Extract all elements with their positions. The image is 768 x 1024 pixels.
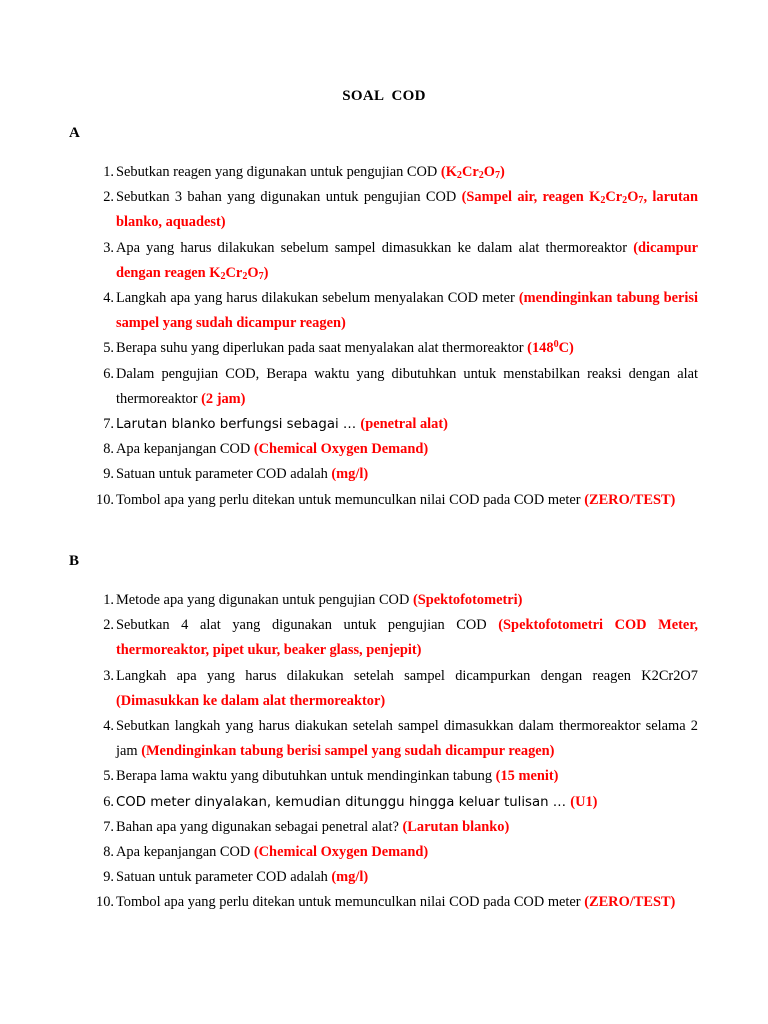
answer-text: (Spektofotometri): [412, 592, 523, 608]
question-item: [88, 764, 698, 789]
answer-text: $(148^0C)$: [527, 339, 574, 357]
question-text: Sebutkan 4 alat yang digunakan untuk pengujian COD: [116, 617, 499, 634]
question-number: 8.: [103, 441, 114, 458]
answer-text: (dicampur dengan reagen $K_2Cr_2O_7$): [116, 239, 698, 282]
answer-text: (U1): [570, 793, 598, 810]
question-item: [88, 160, 698, 185]
question-number: 6.: [103, 365, 114, 382]
question-number: 9.: [103, 869, 114, 886]
question-text: Berapa lama waktu yang dibutuhkan untuk mendinginkan tabung: [116, 768, 496, 785]
question-number: 9.: [103, 466, 114, 483]
question-number: 6.: [103, 793, 114, 810]
question-number: 7.: [103, 416, 114, 433]
question-number: 10.: [96, 894, 114, 911]
question-text: Larutan blanko berfungsi sebagai …: [116, 417, 361, 433]
question-item: [88, 714, 698, 764]
question-text: Langkah apa yang harus dilakukan setelah sampel dicampurkan dengan reagen K2Cr2O7: [116, 667, 698, 684]
answer-text: (15 menit): [495, 768, 559, 785]
question-item: [88, 815, 698, 840]
section-b-heading: B: [69, 553, 80, 569]
answer-text: (mg/l): [331, 869, 369, 886]
answer-text: (Chemical Oxygen Demand): [253, 844, 429, 861]
question-item: [88, 236, 698, 286]
question-number: 1.: [103, 164, 114, 180]
answer-text: (Mendinginkan tabung berisi sampel yang sudah dicampur reagen): [141, 743, 555, 760]
question-item: [88, 588, 698, 613]
question-text: Bahan apa yang digunakan sebagai penetral alat?: [116, 818, 403, 835]
answer-text: (Dimasukkan ke dalam alat thermoreaktor): [116, 692, 386, 709]
question-text: Apa kepanjangan COD: [116, 844, 254, 861]
answer-text: (mg/l): [331, 466, 369, 483]
answer-text: (mendinginkan tabung berisi sampel yang sudah dicampur reagen): [116, 290, 698, 332]
question-number: 3.: [103, 239, 114, 256]
question-text: Sebutkan langkah yang harus diakukan setelah sampel dimasukkan dalam thermoreaktor selama 2 jam: [116, 718, 698, 760]
question-item: [88, 336, 698, 361]
question-item: [88, 488, 698, 513]
question-item: [88, 790, 698, 815]
question-text: Langkah apa yang harus dilakukan sebelum menyalakan COD meter: [116, 290, 519, 307]
answer-text: (Chemical Oxygen Demand): [253, 441, 429, 458]
question-item: [88, 185, 698, 235]
question-number: 2.: [103, 189, 114, 206]
question-text: Tombol apa yang perlu ditekan untuk memunculkan nilai COD pada COD meter: [116, 491, 585, 508]
answer-text: (Larutan blanko): [402, 818, 510, 835]
question-item: [88, 613, 698, 663]
question-text: Apa yang harus dilakukan sebelum sampel dimasukkan ke dalam alat thermoreaktor: [116, 239, 634, 256]
question-text: Sebutkan 3 bahan yang digunakan untuk pengujian COD: [116, 189, 462, 206]
question-item: [88, 412, 698, 437]
section-a-heading: A: [69, 125, 80, 141]
answer-text: (penetral alat): [360, 416, 448, 433]
answer-text: (ZERO/TEST): [584, 491, 676, 508]
question-item: [88, 664, 698, 714]
question-item: [88, 865, 698, 890]
question-number: 4.: [103, 290, 114, 307]
question-number: 7.: [103, 818, 114, 835]
question-item: [88, 462, 698, 487]
question-text: Sebutkan reagen yang digunakan untuk pengujian COD: [116, 164, 441, 180]
question-number: 5.: [103, 768, 114, 785]
question-text: Metode apa yang digunakan untuk pengujian COD: [116, 592, 413, 608]
question-text: Satuan untuk parameter COD adalah: [116, 466, 332, 483]
answer-text: (Sampel air, reagen $K_2Cr_2O_7$, larutan blanko, aquadest): [116, 189, 698, 231]
answer-text: (Spektofotometri COD Meter, thermoreaktor, pipet ukur, beaker glass, penjepit): [116, 617, 698, 659]
question-number: 10.: [96, 491, 114, 508]
question-number: 4.: [103, 718, 114, 735]
question-number: 5.: [103, 340, 114, 357]
question-text: Dalam pengujian COD, Berapa waktu yang dibutuhkan untuk menstabilkan reaksi dengan alat thermoreaktor: [116, 365, 698, 407]
question-text: Tombol apa yang perlu ditekan untuk memunculkan nilai COD pada COD meter: [116, 894, 585, 911]
question-list-a: [88, 160, 698, 513]
question-list-b: [88, 588, 698, 916]
question-item: [88, 286, 698, 336]
question-text: Satuan untuk parameter COD adalah: [116, 869, 332, 886]
page-title: SOAL COD: [342, 88, 426, 104]
question-text: Berapa suhu yang diperlukan pada saat menyalakan alat thermoreaktor: [116, 340, 528, 357]
question-item: [88, 362, 698, 412]
question-number: 1.: [103, 592, 114, 608]
answer-text: $(K_2Cr_2O_7)$: [440, 164, 505, 181]
question-text: COD meter dinyalakan, kemudian ditunggu hingga keluar tulisan …: [116, 794, 571, 810]
question-number: 2.: [103, 617, 114, 634]
question-number: 3.: [103, 667, 114, 684]
question-text: Apa kepanjangan COD: [116, 441, 254, 458]
question-item: [88, 890, 698, 915]
question-item: [88, 840, 698, 865]
question-number: 8.: [103, 844, 114, 861]
answer-text: (ZERO/TEST): [584, 894, 676, 911]
question-item: [88, 437, 698, 462]
answer-text: (2 jam): [201, 390, 246, 407]
